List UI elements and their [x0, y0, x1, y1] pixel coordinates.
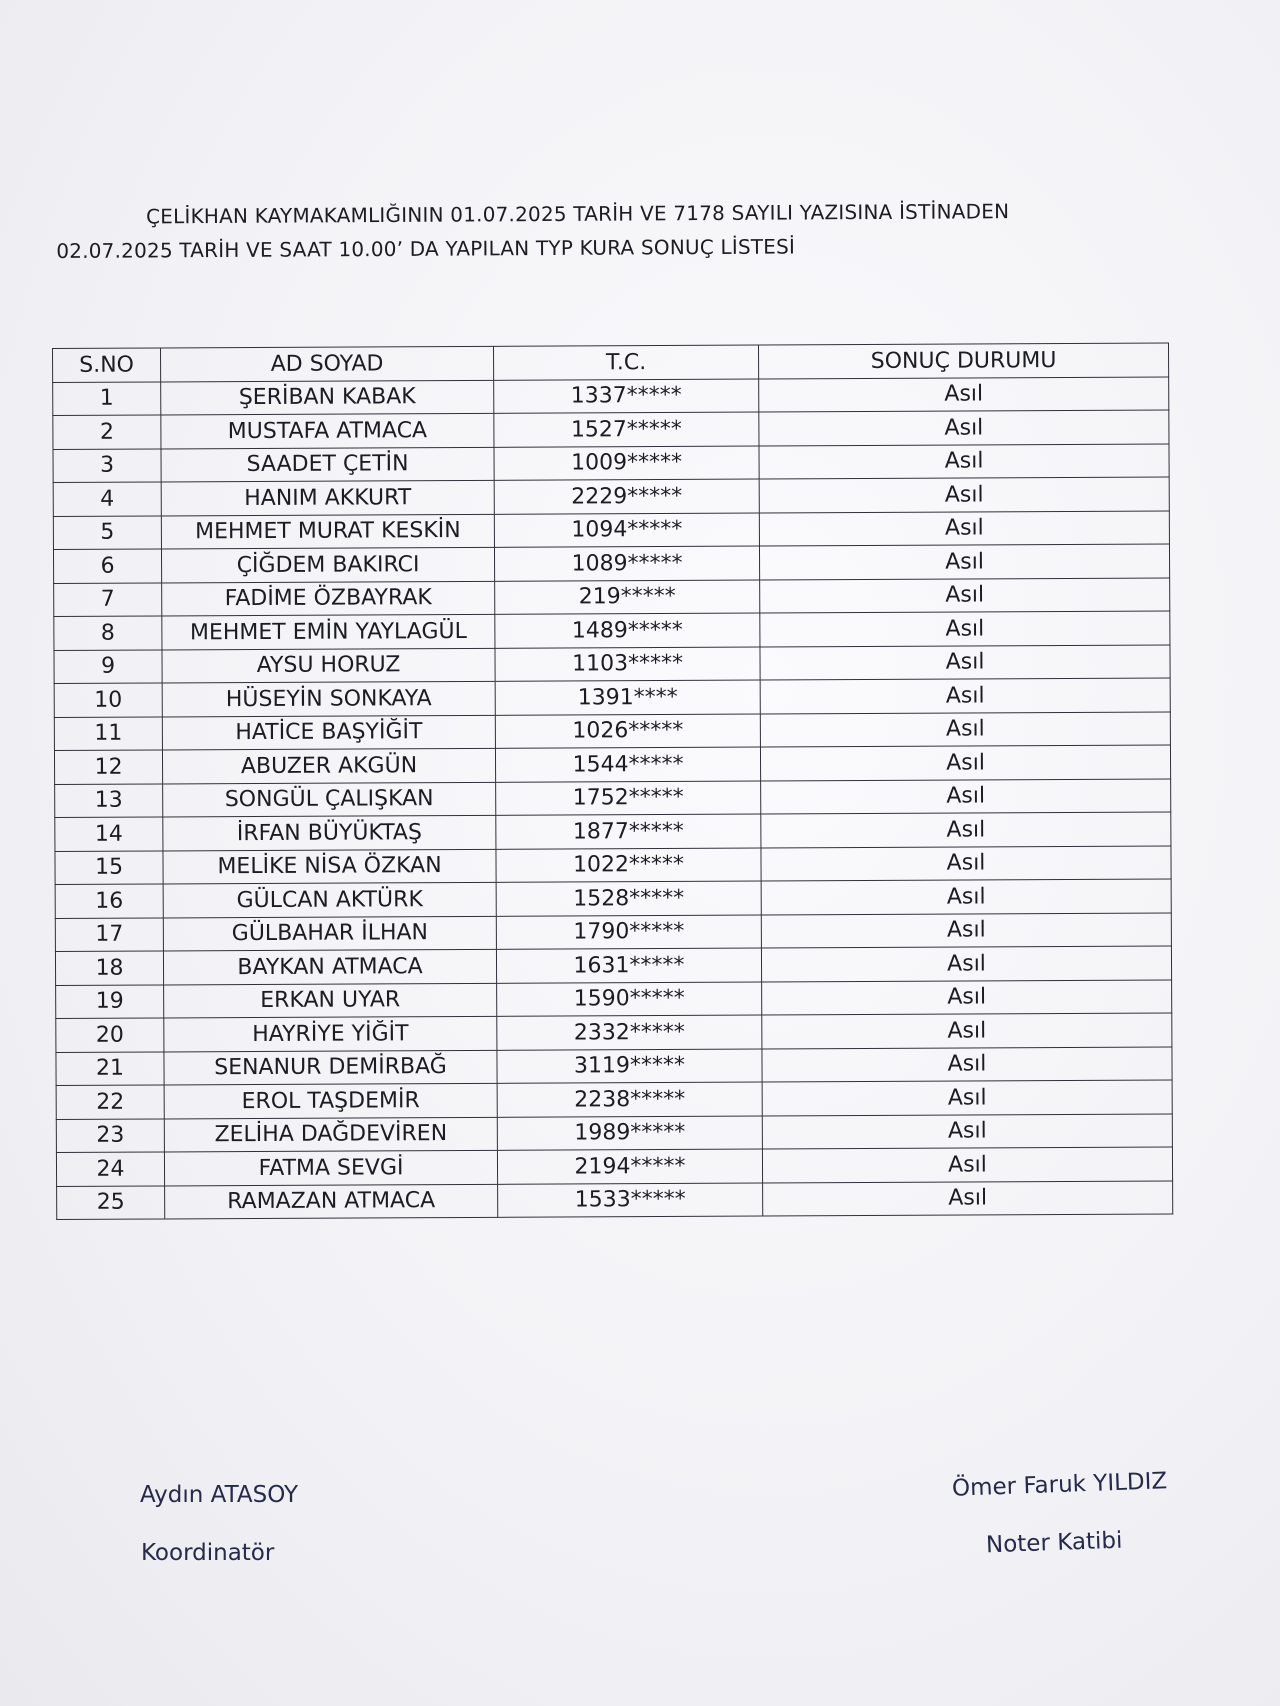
- row-tc: 1337*****: [494, 379, 759, 414]
- row-sno: 4: [53, 482, 161, 516]
- row-result: Asıl: [759, 377, 1169, 413]
- row-tc: 1989*****: [497, 1116, 762, 1151]
- row-sno: 20: [56, 1018, 164, 1052]
- header-name: AD SOYAD: [161, 346, 494, 381]
- row-name: GÜLCAN AKTÜRK: [163, 882, 496, 917]
- row-result: Asıl: [761, 812, 1171, 848]
- row-tc: 1877*****: [496, 814, 761, 849]
- row-tc: 1026*****: [495, 714, 760, 749]
- row-sno: 7: [54, 582, 162, 616]
- row-sno: 17: [55, 917, 163, 951]
- table-row: [56, 980, 1172, 1019]
- table-row: [55, 779, 1171, 818]
- row-result: Asıl: [762, 1147, 1172, 1183]
- row-tc: 1527*****: [494, 412, 759, 447]
- row-result: Asıl: [759, 511, 1169, 547]
- table-row: [54, 678, 1170, 717]
- row-result: Asıl: [760, 678, 1170, 714]
- header-tc: T.C.: [493, 345, 758, 380]
- header-result: SONUÇ DURUMU: [758, 343, 1168, 379]
- row-tc: 1544*****: [495, 747, 760, 782]
- row-tc: 1103*****: [495, 647, 760, 682]
- row-name: RAMAZAN ATMACA: [165, 1184, 498, 1219]
- row-tc: 2194*****: [497, 1149, 762, 1184]
- row-result: Asıl: [762, 980, 1172, 1016]
- row-sno: 23: [56, 1118, 164, 1152]
- row-result: Asıl: [762, 1013, 1172, 1049]
- table-row: [56, 1114, 1172, 1153]
- row-name: ABUZER AKGÜN: [162, 748, 495, 783]
- row-tc: 1631*****: [496, 948, 761, 983]
- row-sno: 22: [56, 1085, 164, 1119]
- row-tc: 2332*****: [497, 1015, 762, 1050]
- row-name: GÜLBAHAR İLHAN: [163, 916, 496, 951]
- row-sno: 5: [53, 515, 161, 549]
- row-name: ZELİHA DAĞDEVİREN: [164, 1117, 497, 1152]
- row-name: HATİCE BAŞYİĞİT: [162, 715, 495, 750]
- row-result: Asıl: [761, 913, 1171, 949]
- table-row: [55, 879, 1171, 918]
- row-tc: 1022*****: [496, 848, 761, 883]
- result-table-container: [52, 343, 1172, 1220]
- table-row: [53, 477, 1169, 516]
- row-name: SAADET ÇETİN: [161, 447, 494, 482]
- row-name: MELİKE NİSA ÖZKAN: [163, 849, 496, 884]
- table-row: [56, 1147, 1172, 1186]
- row-result: Asıl: [760, 712, 1170, 748]
- row-result: Asıl: [761, 879, 1171, 915]
- table-row: [55, 946, 1171, 985]
- notary-clerk-name: Ömer Faruk YILDIZ: [951, 1468, 1168, 1502]
- table-row: [55, 846, 1171, 885]
- table-row: [54, 712, 1170, 751]
- row-sno: 21: [56, 1051, 164, 1085]
- row-sno: 3: [53, 448, 161, 482]
- table-row: [55, 913, 1171, 952]
- row-tc: 1528*****: [496, 881, 761, 916]
- row-result: Asıl: [760, 611, 1170, 647]
- row-name: MUSTAFA ATMACA: [161, 413, 494, 448]
- row-result: Asıl: [759, 544, 1169, 580]
- row-tc: 1089*****: [494, 546, 759, 581]
- row-name: FATMA SEVGİ: [164, 1150, 497, 1185]
- row-name: AYSU HORUZ: [162, 648, 495, 683]
- row-sno: 24: [56, 1152, 164, 1186]
- row-sno: 15: [55, 850, 163, 884]
- row-result: Asıl: [759, 477, 1169, 513]
- row-sno: 10: [54, 683, 162, 717]
- result-table: [52, 343, 1173, 1220]
- row-result: Asıl: [761, 846, 1171, 882]
- row-sno: 6: [53, 549, 161, 583]
- row-result: Asıl: [759, 444, 1169, 480]
- row-tc: 1790*****: [496, 915, 761, 950]
- row-name: ÇİĞDEM BAKIRCI: [161, 547, 494, 582]
- table-row: [54, 745, 1170, 784]
- table-row: [55, 812, 1171, 851]
- row-sno: 11: [54, 716, 162, 750]
- row-result: Asıl: [761, 946, 1171, 982]
- table-header-row: [53, 343, 1169, 382]
- row-tc: 1391****: [495, 680, 760, 715]
- row-name: ŞERİBAN KABAK: [161, 380, 494, 415]
- table-row: [54, 578, 1170, 617]
- row-name: MEHMET EMİN YAYLAGÜL: [162, 614, 495, 649]
- document-heading: [56, 194, 1096, 268]
- table-row: [53, 377, 1169, 416]
- row-result: Asıl: [759, 410, 1169, 446]
- row-sno: 13: [55, 783, 163, 817]
- row-sno: 14: [55, 817, 163, 851]
- row-name: SENANUR DEMİRBAĞ: [164, 1050, 497, 1085]
- table-row: [56, 1080, 1172, 1119]
- row-name: SONGÜL ÇALIŞKAN: [163, 782, 496, 817]
- table-body: [53, 377, 1173, 1220]
- row-tc: 2229*****: [494, 479, 759, 514]
- row-sno: 19: [56, 984, 164, 1018]
- table-row: [56, 1013, 1172, 1052]
- row-sno: 2: [53, 415, 161, 449]
- table-row: [54, 645, 1170, 684]
- row-tc: 1590*****: [497, 982, 762, 1017]
- row-tc: 219*****: [495, 580, 760, 615]
- table-row: [54, 611, 1170, 650]
- row-tc: 3119*****: [497, 1049, 762, 1084]
- row-result: Asıl: [761, 779, 1171, 815]
- table-row: [53, 444, 1169, 483]
- header-sno: S.NO: [53, 348, 161, 382]
- row-result: Asıl: [760, 745, 1170, 781]
- row-result: Asıl: [762, 1114, 1172, 1150]
- table-row: [53, 410, 1169, 449]
- heading-line-1: ÇELİKHAN KAYMAKAMLIĞININ 01.07.2025 TARİH VE 7178 SAYILI YAZISINA İSTİNADEN: [146, 199, 1010, 229]
- row-name: HÜSEYİN SONKAYA: [162, 681, 495, 716]
- row-tc: 1489*****: [495, 613, 760, 648]
- coordinator-role: Koordinatör: [141, 1540, 275, 1566]
- row-sno: 16: [55, 884, 163, 918]
- row-name: ERKAN UYAR: [164, 983, 497, 1018]
- heading-line-2: 02.07.2025 TARİH VE SAAT 10.00’ DA YAPILAN TYP KURA SONUÇ LİSTESİ: [56, 234, 796, 263]
- row-tc: 1752*****: [496, 781, 761, 816]
- row-tc: 1009*****: [494, 446, 759, 481]
- row-name: FADİME ÖZBAYRAK: [162, 581, 495, 616]
- table-row: [57, 1181, 1173, 1220]
- table-row: [53, 511, 1169, 550]
- row-result: Asıl: [762, 1047, 1172, 1083]
- row-tc: 1533*****: [498, 1183, 763, 1218]
- row-sno: 9: [54, 649, 162, 683]
- row-name: MEHMET MURAT KESKİN: [161, 514, 494, 549]
- row-tc: 1094*****: [494, 513, 759, 548]
- row-sno: 18: [55, 951, 163, 985]
- row-sno: 8: [54, 616, 162, 650]
- row-sno: 25: [57, 1185, 165, 1219]
- coordinator-name: Aydın ATASOY: [140, 1482, 299, 1508]
- row-name: BAYKAN ATMACA: [163, 949, 496, 984]
- table-row: [53, 544, 1169, 583]
- row-name: İRFAN BÜYÜKTAŞ: [163, 815, 496, 850]
- row-result: Asıl: [762, 1080, 1172, 1116]
- row-name: HAYRİYE YİĞİT: [164, 1016, 497, 1051]
- row-result: Asıl: [760, 578, 1170, 614]
- table-row: [56, 1047, 1172, 1086]
- row-sno: 12: [54, 750, 162, 784]
- row-tc: 2238*****: [497, 1082, 762, 1117]
- row-result: Asıl: [763, 1181, 1173, 1217]
- row-name: HANIM AKKURT: [161, 480, 494, 515]
- row-result: Asıl: [760, 645, 1170, 681]
- row-name: EROL TAŞDEMİR: [164, 1083, 497, 1118]
- notary-clerk-role: Noter Katibi: [985, 1527, 1123, 1559]
- row-sno: 1: [53, 381, 161, 415]
